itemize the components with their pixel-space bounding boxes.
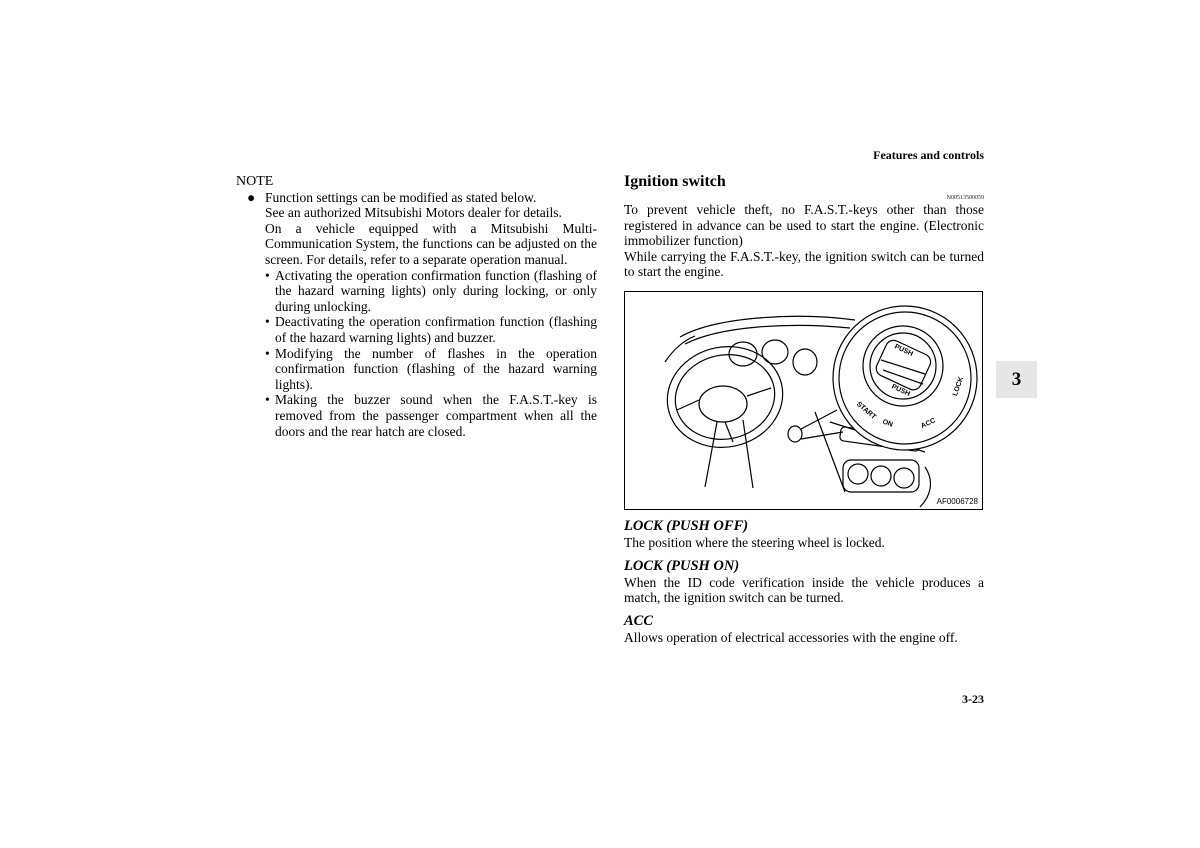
position-entry: [624, 518, 984, 551]
document-code: N00513500059: [946, 195, 984, 201]
section-header: Features and controls: [873, 148, 984, 162]
bullet-icon: ●: [247, 189, 256, 205]
dashboard-illustration: [625, 292, 983, 510]
note-bullet: [236, 190, 597, 268]
position-text: When the ID code verification inside the vehicle produces a match, the ignition switch can be turned.: [624, 574, 984, 606]
position-entry: [624, 558, 984, 606]
ignition-paragraph: While carrying the F.A.S.T.-key, the ignition switch can be turned to start the engine.: [624, 248, 984, 280]
push-label-top: PUSH: [893, 343, 914, 358]
list-item-text: Modifying the number of flashes in the operation confirmation function (flashing of the hazard warning lights).: [275, 345, 597, 392]
list-item: • Deactivating the operation confirmation function (flashing of the hazard warning lights) and buzzer.: [265, 314, 597, 345]
list-item-text: Activating the operation confirmation function (flashing of the hazard warning lights) only during locking, or only during unlocking.: [275, 267, 597, 314]
figure-code: AF0006728: [936, 497, 978, 506]
position-heading: LOCK (PUSH ON): [624, 557, 740, 574]
note-section: [236, 174, 597, 439]
list-item: • Activating the operation confirmation function (flashing of the hazard warning lights) only during locking, or only during unlocking.: [265, 267, 597, 314]
list-item-text: Deactivating the operation confirmation function (flashing of the hazard warning lights) and buzzer.: [275, 314, 597, 345]
note-bullet-text: Function settings can be modified as stated below.: [265, 189, 537, 205]
chapter-number: 3: [1011, 369, 1022, 390]
ignition-paragraph: To prevent vehicle theft, no F.A.S.T.-keys other than those registered in advance can be used to start the engine. (Electronic immobilizer function): [624, 202, 984, 249]
start-label: START: [854, 400, 877, 421]
position-heading: LOCK (PUSH OFF): [624, 518, 749, 534]
list-item: • Modifying the number of flashes in the operation confirmation function (flashing of the hazard warning lights).: [265, 345, 597, 392]
ignition-section: [624, 172, 984, 280]
list-item: • Making the buzzer sound when the F.A.S.T.-key is removed from the passenger compartment when all the doors and the rear hatch are closed.: [265, 392, 597, 439]
note-paragraph: See an authorized Mitsubishi Motors dealer for details.: [265, 205, 562, 221]
lock-label: LOCK: [951, 375, 966, 398]
position-text: The position where the steering wheel is locked.: [624, 535, 885, 550]
position-entry: [624, 613, 984, 646]
list-item-text: Making the buzzer sound when the F.A.S.T.-key is removed from the passenger compartment when all the doors and the rear hatch are closed.: [275, 392, 597, 439]
note-title: NOTE: [236, 174, 274, 189]
position-heading: ACC: [624, 612, 654, 629]
page-number: 3-23: [962, 692, 984, 706]
note-paragraph: On a vehicle equipped with a Mitsubishi Multi-Communication System, the functions can be adjusted on the screen. For details, refer to a separate operation manual.: [265, 220, 597, 267]
section-title: Ignition switch: [624, 173, 726, 190]
ignition-figure: [624, 291, 983, 510]
positions-list: [624, 518, 984, 645]
position-text: Allows operation of electrical accessories with the engine off.: [624, 629, 958, 645]
push-label-bottom: PUSH: [890, 383, 911, 398]
acc-label: ACC: [920, 417, 937, 431]
chapter-tab: [996, 361, 1037, 398]
on-label: ON: [881, 418, 894, 429]
